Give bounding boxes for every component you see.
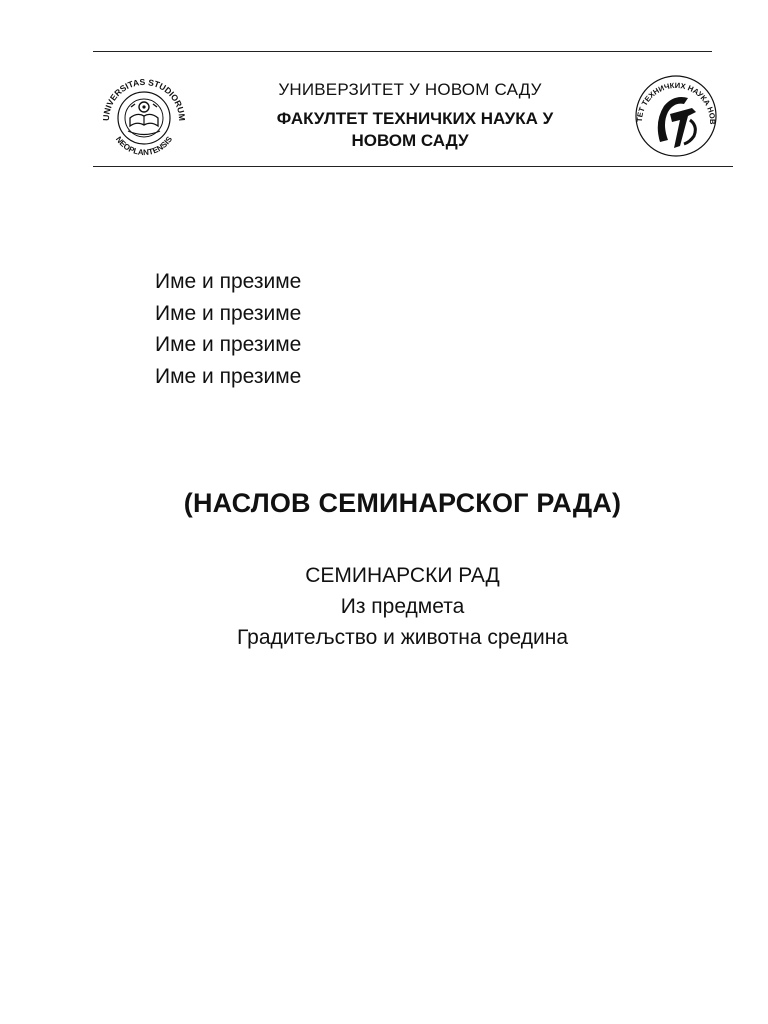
seal-text-bottom: NEOPLANTENSIS — [113, 134, 175, 158]
faculty-name — [200, 108, 620, 152]
university-seal-logo — [97, 74, 191, 158]
author-name: Име и презиме — [155, 301, 302, 325]
faculty-emblem-icon — [630, 70, 722, 160]
paper-title: (НАСЛОВ СЕМИНАРСКОГ РАДА) — [183, 488, 622, 518]
course-name: Градитељство и животна средина — [236, 626, 569, 649]
header-bottom-rule — [93, 166, 733, 167]
faculty-name-line2: НОВОМ САДУ — [351, 131, 469, 150]
author-name: Име и презиме — [155, 333, 302, 356]
subject-intro: Из предмета — [340, 595, 465, 618]
document-type: СЕМИНАРСКИ РАД — [305, 564, 500, 587]
author-list — [155, 266, 301, 392]
seal-text-top: UNIVERSITAS STUDIORUM — [100, 76, 188, 122]
university-name: УНИВЕРЗИТЕТ У НОВОМ САДУ — [278, 80, 542, 99]
faculty-emblem-logo — [630, 70, 722, 160]
author-name: Име и презиме — [155, 270, 302, 293]
subtitle-block — [0, 560, 768, 653]
university-seal-icon — [97, 74, 191, 158]
faculty-name-line1: ФАКУЛТЕТ ТЕХНИЧКИХ НАУКА У — [276, 109, 554, 128]
header-top-rule — [93, 51, 712, 52]
header-text-block — [200, 78, 620, 152]
emblem-text: ТЕТ ТЕХНИЧКИХ НАУКА НОВ — [634, 80, 718, 125]
author-name: Име и презиме — [155, 364, 302, 388]
